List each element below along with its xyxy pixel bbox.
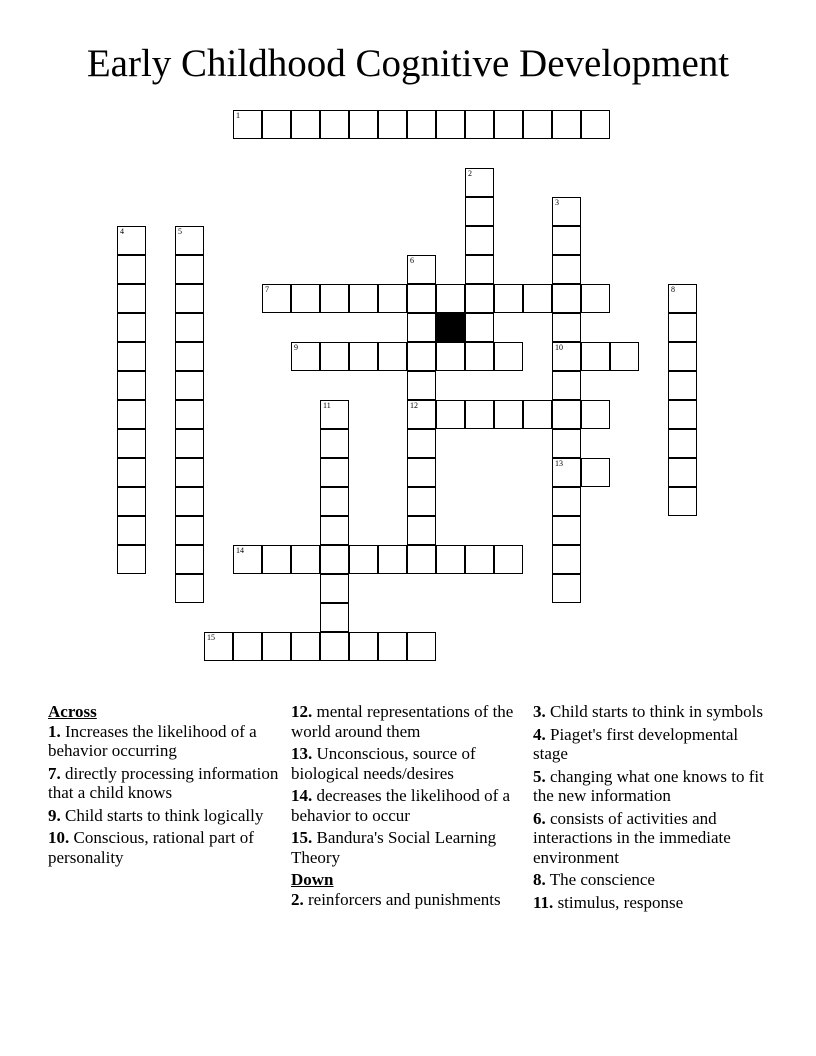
grid-cell[interactable] [494,110,523,139]
grid-cell[interactable] [320,429,349,458]
grid-cell[interactable] [320,342,349,371]
grid-cell[interactable] [552,487,581,516]
grid-cell[interactable] [407,284,436,313]
grid-cell[interactable] [552,516,581,545]
clue-number: 2 [468,169,472,178]
grid-cell[interactable] [378,110,407,139]
grid-cell[interactable] [204,632,233,661]
grid-cell[interactable] [291,110,320,139]
grid-cell[interactable] [262,545,291,574]
grid-cell[interactable] [378,284,407,313]
grid-cell[interactable] [320,516,349,545]
grid-cell[interactable] [378,632,407,661]
grid-cell[interactable] [581,458,610,487]
grid-cell[interactable] [610,342,639,371]
black-cell [436,313,465,342]
grid-cell[interactable] [320,458,349,487]
clue-number: 5 [178,227,182,236]
down-header: Down [291,870,334,889]
grid-cell[interactable] [465,197,494,226]
grid-cell[interactable] [552,255,581,284]
clue-number: 15 [207,633,215,642]
grid-cell[interactable] [668,284,697,313]
grid-cell[interactable] [407,342,436,371]
grid-cell[interactable] [552,371,581,400]
grid-cell[interactable] [552,313,581,342]
grid-cell[interactable] [436,545,465,574]
grid-cell[interactable] [349,110,378,139]
grid-cell[interactable] [175,400,204,429]
grid-cell[interactable] [175,342,204,371]
grid-cell[interactable] [552,226,581,255]
down-clue-2: 2. reinforcers and punishments [291,889,501,909]
clue-number: 8 [671,285,675,294]
grid-cell[interactable] [668,371,697,400]
grid-cell[interactable] [117,487,146,516]
grid-cell[interactable] [175,545,204,574]
grid-cell[interactable] [175,371,204,400]
grid-cell[interactable] [320,110,349,139]
grid-cell[interactable] [436,284,465,313]
grid-cell[interactable] [175,284,204,313]
grid-cell[interactable] [117,371,146,400]
grid-cell[interactable] [552,197,581,226]
grid-cell[interactable] [668,342,697,371]
grid-cell[interactable] [407,632,436,661]
clue-number: 3 [555,198,559,207]
grid-cell[interactable] [465,168,494,197]
across-clue-7: 7. directly processing information that a child knows [48,763,279,802]
grid-cell[interactable] [117,284,146,313]
grid-cell[interactable] [175,255,204,284]
grid-cell[interactable] [378,342,407,371]
grid-cell[interactable] [465,400,494,429]
grid-cell[interactable] [175,574,204,603]
clue-number: 1 [236,111,240,120]
grid-cell[interactable] [407,545,436,574]
grid-cell[interactable] [117,516,146,545]
grid-cell[interactable] [320,487,349,516]
grid-cell[interactable] [349,545,378,574]
grid-cell[interactable] [407,313,436,342]
clue-column-3 [533,702,765,915]
grid-cell[interactable] [320,603,349,632]
grid-cell[interactable] [465,226,494,255]
grid-cell[interactable] [233,110,262,139]
clue-column-2 [291,702,523,912]
down-clue-5: 5. changing what one knows to fit the new information [533,766,764,805]
clue-number: 13 [555,459,563,468]
grid-cell[interactable] [581,400,610,429]
grid-cell[interactable] [262,284,291,313]
grid-cell[interactable] [291,342,320,371]
grid-cell[interactable] [436,342,465,371]
grid-cell[interactable] [465,313,494,342]
across-clue-9: 9. Child starts to think logically [48,805,264,825]
grid-cell[interactable] [320,574,349,603]
clue-number: 11 [323,401,331,410]
grid-cell[interactable] [175,226,204,255]
grid-cell[interactable] [668,458,697,487]
grid-cell[interactable] [552,110,581,139]
grid-cell[interactable] [320,545,349,574]
grid-cell[interactable] [117,400,146,429]
clue-column-1 [48,702,280,870]
grid-cell[interactable] [175,313,204,342]
grid-cell[interactable] [407,458,436,487]
grid-cell[interactable] [117,255,146,284]
grid-cell[interactable] [465,284,494,313]
grid-cell[interactable] [117,226,146,255]
grid-cell[interactable] [465,255,494,284]
grid-cell[interactable] [233,632,262,661]
clue-number: 6 [410,256,414,265]
grid-cell[interactable] [581,284,610,313]
grid-cell[interactable] [552,400,581,429]
grid-cell[interactable] [291,545,320,574]
grid-cell[interactable] [117,313,146,342]
grid-cell[interactable] [552,574,581,603]
grid-cell[interactable] [407,516,436,545]
grid-cell[interactable] [320,632,349,661]
across-clue-13: 13. Unconscious, source of biological needs/desires [291,744,476,783]
grid-cell[interactable] [494,400,523,429]
grid-cell[interactable] [552,284,581,313]
clue-number: 9 [294,343,298,352]
grid-cell[interactable] [668,487,697,516]
grid-cell[interactable] [407,255,436,284]
grid-cell[interactable] [233,545,262,574]
grid-cell[interactable] [465,545,494,574]
down-clue-11: 11. stimulus, response [533,892,684,912]
grid-cell[interactable] [349,342,378,371]
grid-cell[interactable] [175,487,204,516]
grid-cell[interactable] [581,110,610,139]
grid-cell[interactable] [407,400,436,429]
grid-cell[interactable] [494,342,523,371]
clue-number: 7 [265,285,269,294]
grid-cell[interactable] [117,458,146,487]
grid-cell[interactable] [465,110,494,139]
grid-cell[interactable] [262,110,291,139]
grid-cell[interactable] [668,429,697,458]
grid-cell[interactable] [175,429,204,458]
grid-cell[interactable] [465,342,494,371]
grid-cell[interactable] [349,284,378,313]
down-clue-6: 6. consists of activities and interactions in the immediate environment [533,808,731,867]
grid-cell[interactable] [407,429,436,458]
grid-cell[interactable] [436,110,465,139]
grid-cell[interactable] [175,458,204,487]
grid-cell[interactable] [552,342,581,371]
down-clue-4: 4. Piaget's first developmental stage [533,724,739,763]
grid-cell[interactable] [436,400,465,429]
down-clue-3: 3. Child starts to think in symbols [533,702,763,721]
grid-cell[interactable] [320,400,349,429]
across-clue-12: 12. mental representations of the world around them [291,702,514,741]
grid-cell[interactable] [407,371,436,400]
grid-cell[interactable] [552,545,581,574]
across-clue-10: 10. Conscious, rational part of personality [48,828,254,867]
grid-cell[interactable] [668,313,697,342]
across-clue-15: 15. Bandura's Social Learning Theory [291,828,497,867]
grid-cell[interactable] [552,458,581,487]
puzzle-title: Early Childhood Cognitive Development [86,42,730,85]
grid-cell[interactable] [117,545,146,574]
grid-cell[interactable] [494,284,523,313]
grid-cell[interactable] [552,429,581,458]
clue-number: 12 [410,401,418,410]
grid-cell[interactable] [378,545,407,574]
grid-cell[interactable] [291,632,320,661]
grid-cell[interactable] [494,545,523,574]
grid-cell[interactable] [349,632,378,661]
grid-cell[interactable] [175,516,204,545]
grid-cell[interactable] [523,400,552,429]
grid-cell[interactable] [117,429,146,458]
across-header: Across [48,702,97,721]
down-clue-8: 8. The conscience [533,870,655,889]
grid-cell[interactable] [320,284,349,313]
grid-cell[interactable] [291,284,320,313]
across-clue-14: 14. decreases the likelihood of a behavior to occur [291,786,511,825]
grid-cell[interactable] [117,342,146,371]
clue-number: 14 [236,546,244,555]
grid-cell[interactable] [523,284,552,313]
grid-cell[interactable] [262,632,291,661]
grid-cell[interactable] [668,400,697,429]
grid-cell[interactable] [407,487,436,516]
grid-cell[interactable] [581,342,610,371]
grid-cell[interactable] [523,110,552,139]
grid-cell[interactable] [407,110,436,139]
across-clue-1: 1. Increases the likelihood of a behavior occurring [48,721,257,760]
clue-number: 10 [555,343,563,352]
clue-number: 4 [120,227,124,236]
